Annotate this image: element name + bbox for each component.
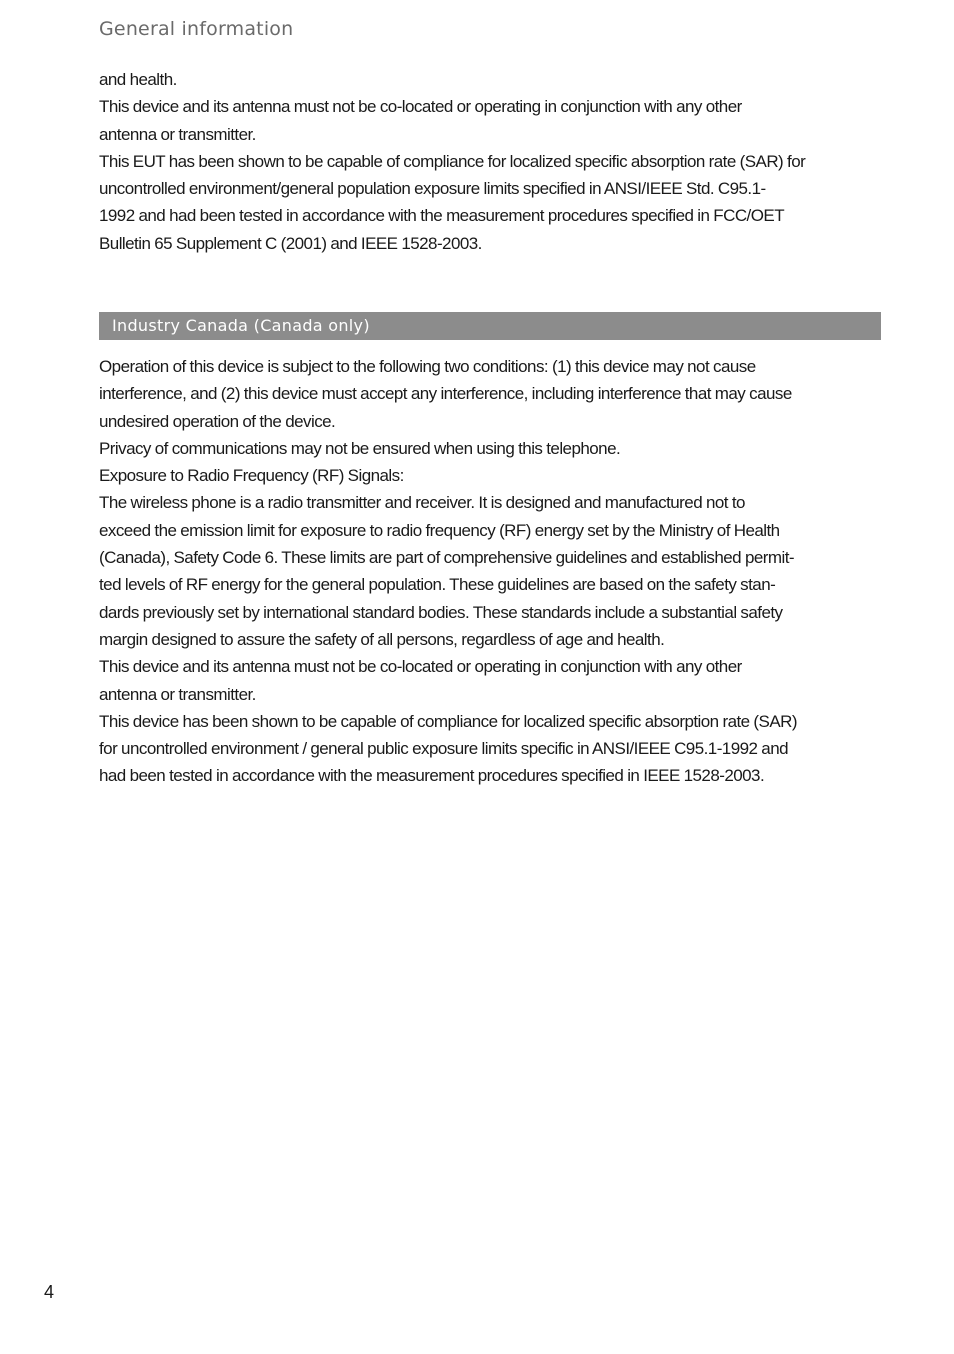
text-line: for uncontrolled environment / general public exposure limits specific in ANSI/IEEE C95.1-1992 and: [99, 739, 789, 759]
text-line: margin designed to assure the safety of all persons, regardless of age and health.: [99, 629, 665, 649]
text-line: interference, and (2) this device must accept any interference, including interference that may cause: [99, 384, 792, 404]
text-line: Exposure to Radio Frequency (RF) Signals:: [99, 466, 404, 486]
text-line: Bulletin 65 Supplement C (2001) and IEEE 1528-2003.: [99, 233, 482, 253]
text-line: This device has been shown to be capable of compliance for localized specific absorption rate (SAR): [99, 711, 797, 731]
text-line: had been tested in accordance with the measurement procedures specified in IEEE 1528-2003.: [99, 766, 765, 786]
text-line: uncontrolled environment/general population exposure limits specified in ANSI/IEEE Std. C95.1-: [99, 179, 766, 199]
text-line: undesired operation of the device.: [99, 411, 336, 431]
text-line: (Canada), Safety Code 6. These limits are part of comprehensive guidelines and established permit-: [99, 548, 795, 568]
text-line: dards previously set by international standard bodies. These standards include a substantial safety: [99, 602, 783, 622]
text-line: antenna or transmitter.: [99, 684, 256, 704]
text-line: This device and its antenna must not be co-located or operating in conjunction with any other: [99, 657, 742, 677]
text-line: ted levels of RF energy for the general population. These guidelines are based on the safety stan-: [99, 575, 776, 595]
text-line: antenna or transmitter.: [99, 124, 256, 144]
text-line: 1992 and had been tested in accordance with the measurement procedures specified in FCC/OET: [99, 206, 785, 226]
text-line: Privacy of communications may not be ensured when using this telephone.: [99, 438, 621, 458]
text-line: This device and its antenna must not be co-located or operating in conjunction with any other: [99, 97, 742, 117]
text-line: The wireless phone is a radio transmitter and receiver. It is designed and manufactured not to: [99, 493, 745, 513]
text-line: and health.: [99, 70, 177, 89]
text-line: This EUT has been shown to be capable of compliance for localized specific absorption rate (SAR) for: [99, 151, 806, 171]
text-line: Operation of this device is subject to the following two conditions: (1) this device may not cause: [99, 357, 756, 376]
section-heading: Industry Canada (Canada only): [112, 316, 370, 335]
page-number: 4: [44, 1282, 55, 1302]
text-line: exceed the emission limit for exposure to radio frequency (RF) energy set by the Ministry of Health: [99, 520, 780, 540]
section-heading-bar: [99, 312, 881, 340]
industry-canada-text: [99, 353, 889, 790]
running-header: General information: [99, 18, 294, 40]
fcc-continuation-text: [99, 66, 889, 257]
